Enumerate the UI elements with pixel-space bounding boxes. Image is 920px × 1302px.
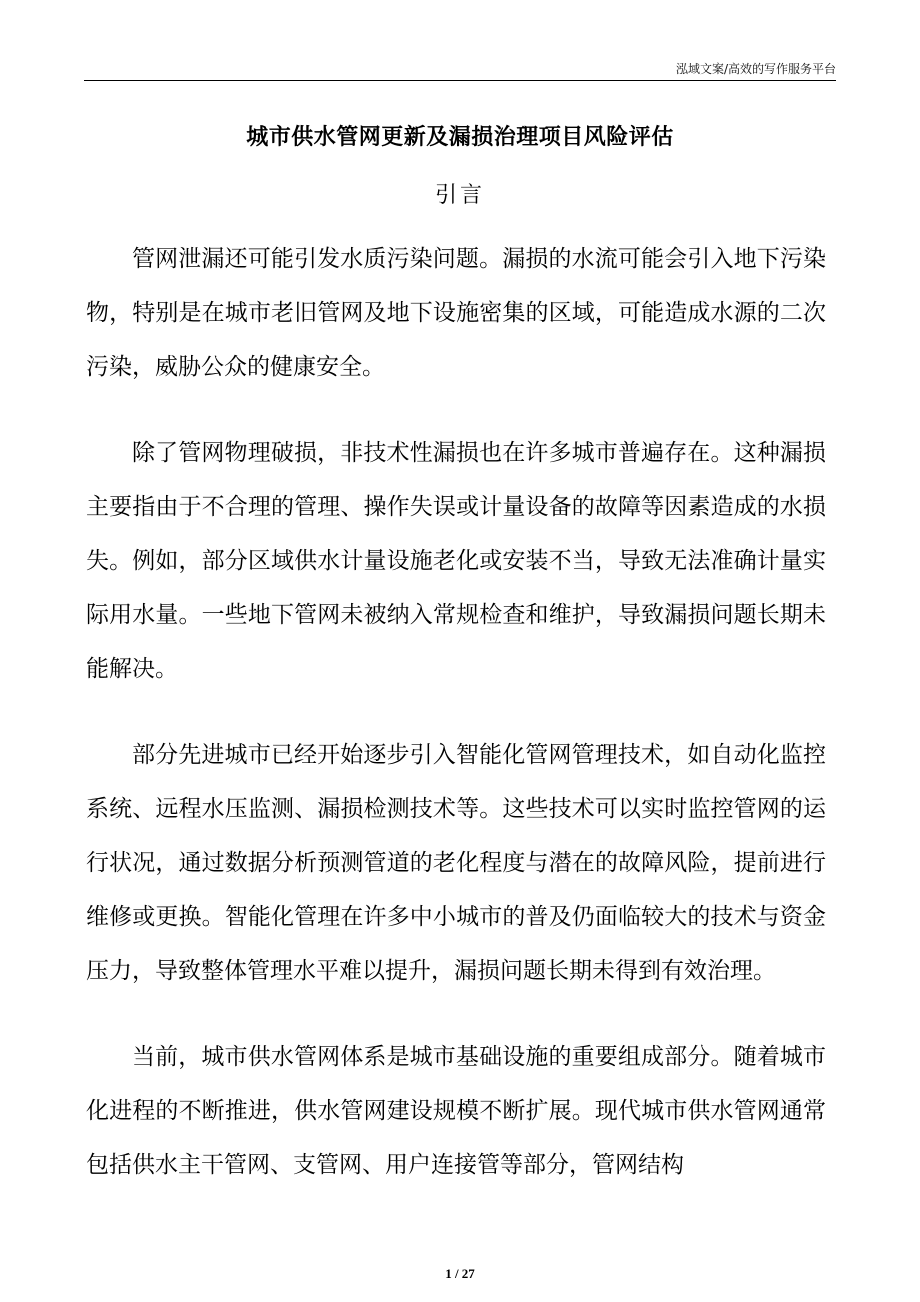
paragraph: 除了管网物理破损，非技术性漏损也在许多城市普遍存在。这种漏损主要指由于不合理的管理、操作失误或计量设备的故障等因素造成的水损失。例如，部分区域供水计量设施老化或安装不当，导致无法准确计量实际用水量。一些地下管网未被纳入常规检查和维护，导致漏损问题长期未能解决。 <box>86 440 826 682</box>
header-divider <box>84 80 836 81</box>
header-brand-text: 泓域文案/高效的写作服务平台 <box>675 62 836 76</box>
page-number: 1 / 27 <box>445 1266 475 1281</box>
document-title: 城市供水管网更新及漏损治理项目风险评估 <box>246 125 674 150</box>
paragraph: 当前，城市供水管网体系是城市基础设施的重要组成部分。随着城市化进程的不断推进，供水管网建设规模不断扩展。现代城市供水管网通常包括供水主干管网、支管网、用户连接管等部分，管网结构 <box>86 1044 826 1178</box>
paragraph: 管网泄漏还可能引发水质污染问题。漏损的水流可能会引入地下污染物，特别是在城市老旧管网及地下设施密集的区域，可能造成水源的二次污染，威胁公众的健康安全。 <box>86 246 826 380</box>
paragraph: 部分先进城市已经开始逐步引入智能化管网管理技术，如自动化监控系统、远程水压监测、漏损检测技术等。这些技术可以实时监控管网的运行状况，通过数据分析预测管道的老化程度与潜在的故障风险，提前进行维修或更换。智能化管理在许多中小城市的普及仍面临较大的技术与资金压力，导致整体管理水平难以提升，漏损问题长期未得到有效治理。 <box>86 742 826 984</box>
section-heading: 引言 <box>434 183 485 208</box>
document-body <box>86 232 826 1224</box>
